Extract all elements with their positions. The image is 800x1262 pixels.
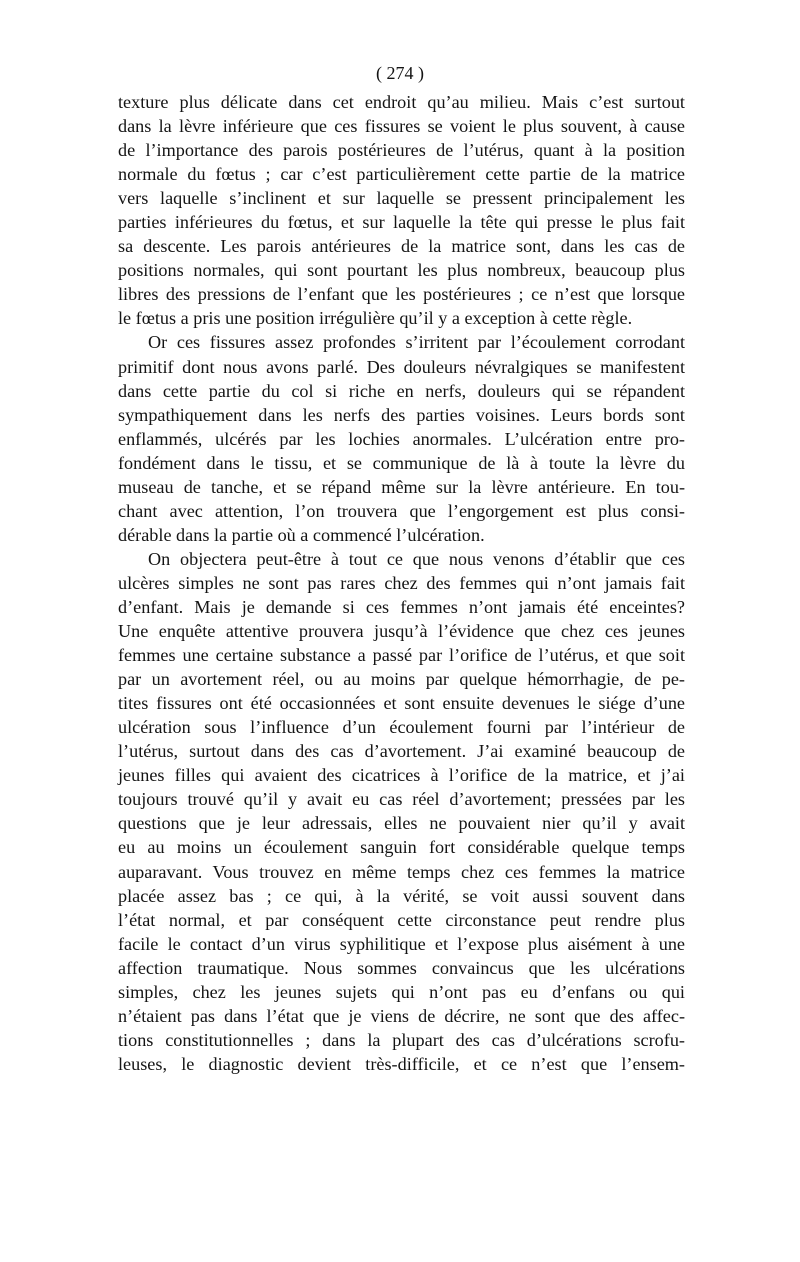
text-line: primitif dont nous avons parlé. Des douleurs névralgiques se manifestent — [118, 356, 685, 377]
text-line: le fœtus a pris une position irrégulière qu’il y a exception à cette règle. — [118, 308, 633, 329]
text-line: fondément dans le tissu, et se communique de là à toute la lèvre du — [118, 452, 685, 473]
paragraph-3 — [118, 547, 685, 1076]
text-line: questions que je leur adressais, elles ne pouvaient nier qu’il y avait — [118, 813, 685, 834]
text-line: facile le contact d’un virus syphilitique et l’expose plus aisément à une — [118, 933, 685, 954]
text-line: n’étaient pas dans l’état que je viens de décrire, ne sont que des affec- — [118, 1005, 685, 1026]
text-line: tites fissures ont été occasionnées et sont ensuite devenues le siége d’une — [118, 693, 685, 714]
text-line: vers laquelle s’inclinent et sur laquelle se pressent principalement les — [118, 188, 685, 209]
text-line: chant avec attention, l’on trouvera que l’engorgement est plus consi- — [118, 500, 685, 521]
text-line: leuses, le diagnostic devient très-difficile, et ce n’est que l’ensem- — [118, 1053, 685, 1074]
text-line: Une enquête attentive prouvera jusqu’à l’évidence que chez ces jeunes — [118, 621, 685, 642]
text-line: l’état normal, et par conséquent cette circonstance peut rendre plus — [118, 909, 685, 930]
text-line: sa descente. Les parois antérieures de la matrice sont, dans les cas de — [118, 236, 685, 257]
text-line: ulcération sous l’influence d’un écoulement fourni par l’intérieur de — [118, 717, 685, 738]
text-line: eu au moins un écoulement sanguin fort considérable quelque temps — [118, 837, 685, 858]
text-line: dérable dans la partie où a commencé l’ulcération. — [118, 524, 485, 545]
page-number: ( 274 ) — [376, 63, 424, 83]
text-line: d’enfant. Mais je demande si ces femmes n’ont jamais été enceintes? — [118, 596, 685, 617]
text-line: de l’importance des parois postérieures de l’utérus, quant à la position — [118, 140, 685, 161]
text-line: museau de tanche, et se répand même sur la lèvre antérieure. En tou- — [118, 476, 685, 497]
text-line: femmes une certaine substance a passé par l’orifice de l’utérus, et que soit — [118, 645, 685, 666]
text-line: libres des pressions de l’enfant que les postérieures ; ce n’est que lorsque — [118, 284, 685, 305]
text-line: normale du fœtus ; car c’est particulièrement cette partie de la matrice — [118, 164, 685, 185]
text-line: ulcères simples ne sont pas rares chez des femmes qui n’ont jamais fait — [118, 572, 685, 593]
text-line: sympathiquement dans les nerfs des parties voisines. Leurs bords sont — [118, 404, 685, 425]
paragraph-2 — [118, 330, 685, 546]
text-line: tions constitutionnelles ; dans la plupart des cas d’ulcérations scrofu- — [118, 1029, 685, 1050]
text-line: positions normales, qui sont pourtant les plus nombreux, beaucoup plus — [118, 260, 685, 281]
text-line: On objectera peut-être à tout ce que nous venons d’établir que ces — [148, 548, 685, 569]
text-line: auparavant. Vous trouvez en même temps chez ces femmes la matrice — [118, 861, 685, 882]
paragraph-1 — [118, 90, 685, 330]
text-line: simples, chez les jeunes sujets qui n’ont pas eu d’enfans ou qui — [118, 981, 685, 1002]
text-line: l’utérus, surtout dans des cas d’avortement. J’ai examiné beaucoup de — [118, 741, 685, 762]
text-line: dans la lèvre inférieure que ces fissures se voient le plus souvent, à cause — [118, 116, 685, 137]
body-text — [118, 90, 685, 1076]
text-line: enflammés, ulcérés par les lochies anormales. L’ulcération entre pro- — [118, 428, 685, 449]
text-line: affection traumatique. Nous sommes convaincus que les ulcérations — [118, 957, 685, 978]
text-line: parties inférieures du fœtus, et sur laquelle la tête qui presse le plus fait — [118, 212, 685, 233]
text-line: dans cette partie du col si riche en nerfs, douleurs qui se répandent — [118, 380, 685, 401]
text-line: par un avortement réel, ou au moins par quelque hémorrhagie, de pe- — [118, 669, 685, 690]
text-line: jeunes filles qui avaient des cicatrices à l’orifice de la matrice, et j’ai — [118, 765, 685, 786]
text-line: Or ces fissures assez profondes s’irritent par l’écoulement corrodant — [148, 332, 685, 353]
text-line: placée assez bas ; ce qui, à la vérité, se voit aussi souvent dans — [118, 885, 685, 906]
text-line: texture plus délicate dans cet endroit qu’au milieu. Mais c’est surtout — [118, 92, 685, 112]
text-line: toujours trouvé qu’il y avait eu cas réel d’avortement; pressées par les — [118, 789, 685, 810]
